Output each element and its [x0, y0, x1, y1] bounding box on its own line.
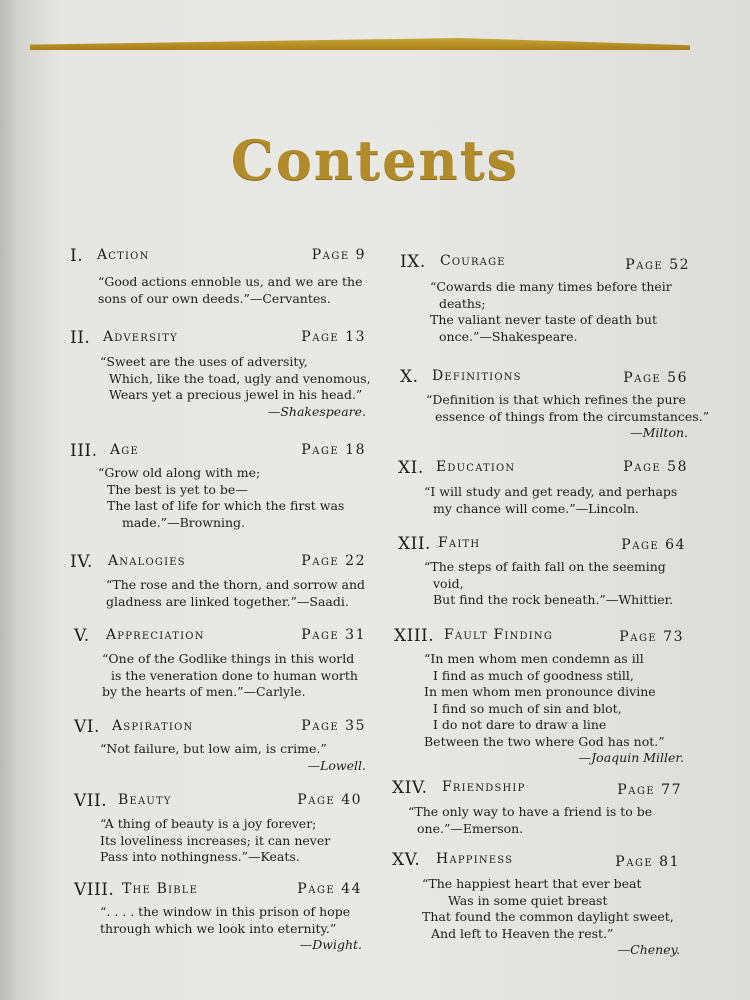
quote-line: “The steps of faith fall on the seeming [424, 559, 666, 574]
quote-line: Its loveliness increases; it can never [100, 832, 331, 848]
toc-entry-action [70, 246, 366, 306]
entry-number: II. [70, 328, 91, 348]
entry-number: XIII. [394, 626, 435, 646]
quote-line: Between the two where God has not.” [424, 733, 665, 749]
quote-line: That found the common daylight sweet, [422, 909, 674, 924]
quote-line: The valiant never taste of death but [430, 312, 658, 327]
quote-attribution: —Shakespeare. [267, 403, 366, 419]
entry-title: Fault Finding [444, 627, 554, 643]
toc-entry-courage [400, 252, 690, 344]
entry-page: Page 22 [301, 553, 366, 569]
entry-number: V. [74, 626, 90, 646]
quote-line: Wears yet a precious jewel in his head.” [109, 387, 363, 402]
quote-line: deaths; [439, 295, 486, 311]
toc-entry-aspiration [74, 717, 366, 773]
toc-entry-appreciation [74, 626, 366, 699]
toc-entry-adversity [70, 328, 371, 419]
entry-number: XI. [398, 458, 424, 478]
entry-number: VIII. [74, 880, 115, 900]
quote-line: Which, like the toad, ugly and venomous, [109, 370, 371, 386]
entry-title: Aspiration [112, 718, 194, 734]
entry-number: VI. [74, 717, 100, 737]
quote-line: by the hearts of men.”—Carlyle. [102, 684, 306, 699]
entry-number: I. [70, 246, 84, 266]
quote-line: I find so much of sin and blot, [433, 700, 622, 716]
entry-page: Page 73 [619, 629, 684, 645]
toc-entry-happiness [392, 850, 680, 957]
quote-line: sons of our own deeds.”—Cervantes. [98, 290, 331, 306]
entry-page: Page 9 [311, 247, 366, 263]
quote-line: “In men whom men condemn as ill [424, 651, 644, 666]
quote-line: void, [433, 575, 464, 591]
quote-line: is the veneration done to human worth [111, 667, 358, 683]
entry-page: Page 18 [301, 442, 366, 458]
entry-page: Page 31 [301, 627, 366, 643]
entry-title: Happiness [436, 851, 514, 867]
toc-entry-analogies [70, 552, 366, 609]
entry-title: Education [436, 459, 516, 475]
entry-page: Page 77 [617, 782, 682, 798]
quote-line: And left to Heaven the rest.” [431, 925, 614, 941]
quote-line: In men whom men pronounce divine [424, 684, 656, 699]
entry-page: Page 81 [615, 854, 680, 870]
quote-line: “Cowards die many times before their [430, 279, 672, 294]
quote-line: made.”—Browning. [122, 514, 246, 530]
entry-number: X. [400, 367, 419, 387]
quote-line: Pass into nothingness.”—Keats. [100, 849, 300, 864]
quote-line: The last of life for which the first was [107, 498, 345, 513]
entry-title: Courage [440, 253, 506, 269]
entry-title: The Bible [122, 881, 199, 897]
quote-line: through which we look into eternity.” [100, 920, 337, 936]
entry-page: Page 13 [301, 329, 366, 345]
quote-line: once.”—Shakespeare. [439, 328, 578, 344]
toc-entry-definitions [400, 367, 710, 440]
quote-line: “. . . . the window in this prison of hope [100, 904, 351, 919]
gold-rule [30, 38, 690, 50]
entry-page: Page 40 [297, 792, 362, 808]
toc-entry-age [70, 441, 366, 530]
quote-attribution: —Cheney. [617, 942, 680, 957]
quote-attribution: —Milton. [630, 425, 688, 440]
entry-page: Page 64 [621, 537, 686, 553]
quote-attribution: —Dwight. [299, 937, 362, 952]
entry-title: Adversity [103, 329, 178, 345]
entry-number: XIV. [392, 778, 428, 798]
toc-entry-friendship [392, 778, 682, 836]
entry-number: III. [70, 441, 98, 461]
quote-line: “The happiest heart that ever beat [422, 876, 642, 891]
entry-title: Appreciation [106, 627, 205, 643]
toc-entry-beauty [74, 791, 362, 864]
quote-attribution: —Lowell. [307, 757, 366, 773]
entry-page: Page 44 [297, 881, 362, 897]
quote-line: “The rose and the thorn, and sorrow and [106, 577, 366, 592]
quote-line: essence of things from the circumstances.” [435, 408, 710, 424]
quote-line: The best is yet to be— [107, 481, 248, 497]
quote-line: I do not dare to draw a line [433, 717, 607, 732]
quote-line: “A thing of beauty is a joy forever; [100, 816, 317, 831]
entry-number: XII. [398, 534, 431, 554]
entry-number: IX. [400, 252, 426, 272]
entry-number: XV. [392, 850, 421, 870]
entry-title: Analogies [108, 553, 186, 569]
entry-page: Page 56 [623, 370, 688, 386]
entry-title: Age [110, 442, 139, 458]
toc-entry-education [398, 458, 688, 516]
entry-page: Page 58 [623, 459, 688, 475]
quote-line: “The only way to have a friend is to be [408, 804, 653, 819]
quote-line: gladness are linked together.”—Saadi. [106, 593, 349, 609]
toc-entry-fault-finding [394, 626, 684, 765]
toc-entry-the-bible [74, 880, 362, 952]
quote-line: “One of the Godlike things in this world [102, 651, 355, 666]
entry-number: VII. [74, 791, 108, 811]
quote-line: my chance will come.”—Lincoln. [433, 500, 640, 516]
entry-title: Action [97, 247, 150, 263]
quote-line: “Sweet are the uses of adversity, [100, 354, 308, 369]
entry-title: Beauty [118, 792, 172, 808]
quote-attribution: —Joaquin Miller. [578, 750, 684, 765]
entry-title: Definitions [432, 368, 522, 384]
entry-title: Friendship [442, 779, 526, 795]
quote-line: I find as much of goodness still, [433, 667, 634, 683]
entry-page: Page 52 [625, 257, 690, 273]
quote-line: But find the rock beneath.”—Whittier. [433, 592, 674, 607]
quote-line: “Not failure, but low aim, is crime.” [100, 741, 327, 756]
quote-line: “Definition is that which refines the pure [426, 392, 686, 407]
toc-entry-faith [398, 534, 686, 607]
quote-line: “I will study and get ready, and perhaps [424, 484, 678, 499]
entry-number: IV. [70, 552, 93, 572]
entry-title: Faith [438, 535, 481, 551]
quote-line: Was in some quiet breast [448, 892, 608, 908]
quote-line: one.”—Emerson. [417, 820, 524, 836]
quote-line: “Good actions ennoble us, and we are the [98, 274, 363, 289]
quote-line: “Grow old along with me; [98, 465, 261, 480]
entry-page: Page 35 [301, 718, 366, 734]
page-title: Contents [230, 128, 520, 192]
